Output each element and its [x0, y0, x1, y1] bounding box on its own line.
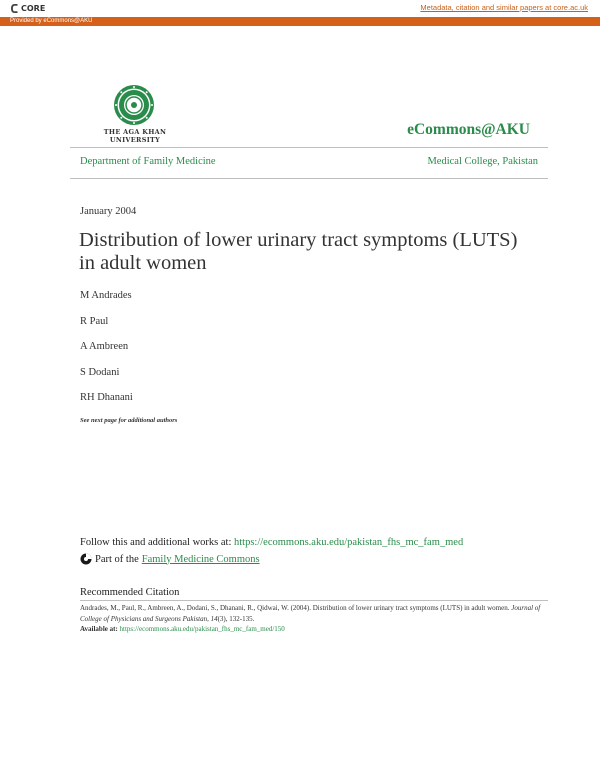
available-at-line	[80, 624, 548, 635]
author-item: S Dodani	[80, 366, 120, 378]
aga-khan-university-seal-logo	[113, 84, 155, 126]
department-link[interactable]: Department of Family Medicine	[80, 156, 216, 167]
collection-url-link[interactable]: https://ecommons.aku.edu/pakistan_fhs_mc_fam_med	[234, 537, 464, 548]
available-at-label: Available at:	[80, 625, 118, 633]
part-of-prefix: Part of the	[95, 553, 139, 565]
core-top-bar	[0, 0, 600, 17]
citation-divider	[80, 600, 548, 601]
repository-name[interactable]: eCommons@AKU	[407, 121, 530, 138]
family-medicine-commons-link[interactable]: Family Medicine Commons	[141, 553, 260, 565]
citation-text	[80, 603, 548, 635]
citation-journal: Journal of College of Physicians and Surgeons Pakistan, 14	[80, 604, 541, 623]
core-provided-strip	[0, 17, 600, 26]
header-divider-bottom	[70, 178, 548, 179]
author-item: R Paul	[80, 315, 109, 327]
follow-line	[80, 537, 463, 548]
citation-pages: (3), 132-135.	[217, 614, 255, 623]
follow-prefix: Follow this and additional works at:	[80, 537, 234, 548]
core-metadata-link[interactable]: Metadata, citation and similar papers at core.ac.uk	[420, 3, 588, 12]
recommended-citation-heading: Recommended Citation	[80, 587, 180, 598]
article-url-link[interactable]: https://ecommons.aku.edu/pakistan_fhs_mc_fam_med/150	[119, 625, 285, 633]
part-of-line	[80, 553, 260, 565]
provided-by-text[interactable]: Provided by eCommons@AKU	[10, 18, 93, 24]
college-link[interactable]: Medical College, Pakistan	[427, 156, 538, 167]
publication-date: January 2004	[80, 206, 137, 217]
see-next-page-note: See next page for additional authors	[80, 417, 178, 424]
university-name: THE AGA KHAN UNIVERSITY	[103, 128, 167, 144]
core-logo[interactable]	[10, 2, 45, 15]
article-title: Distribution of lower urinary tract symptoms (LUTS) in adult women	[79, 229, 518, 274]
author-list	[80, 290, 133, 418]
header-divider-top	[70, 147, 548, 148]
network-commons-icon	[80, 553, 92, 565]
author-item: M Andrades	[80, 290, 132, 301]
author-item: RH Dhanani	[80, 392, 133, 404]
author-item: A Ambreen	[80, 341, 129, 353]
core-icon	[10, 3, 19, 14]
citation-authors-title: Andrades, M., Paul, R., Ambreen, A., Dodani, S., Dhanani, R., Qidwai, W. (2004). Distribution of lower urinary tract symptoms (LUTS) in adult women.	[80, 604, 512, 612]
core-logo-text: CORE	[21, 4, 46, 13]
